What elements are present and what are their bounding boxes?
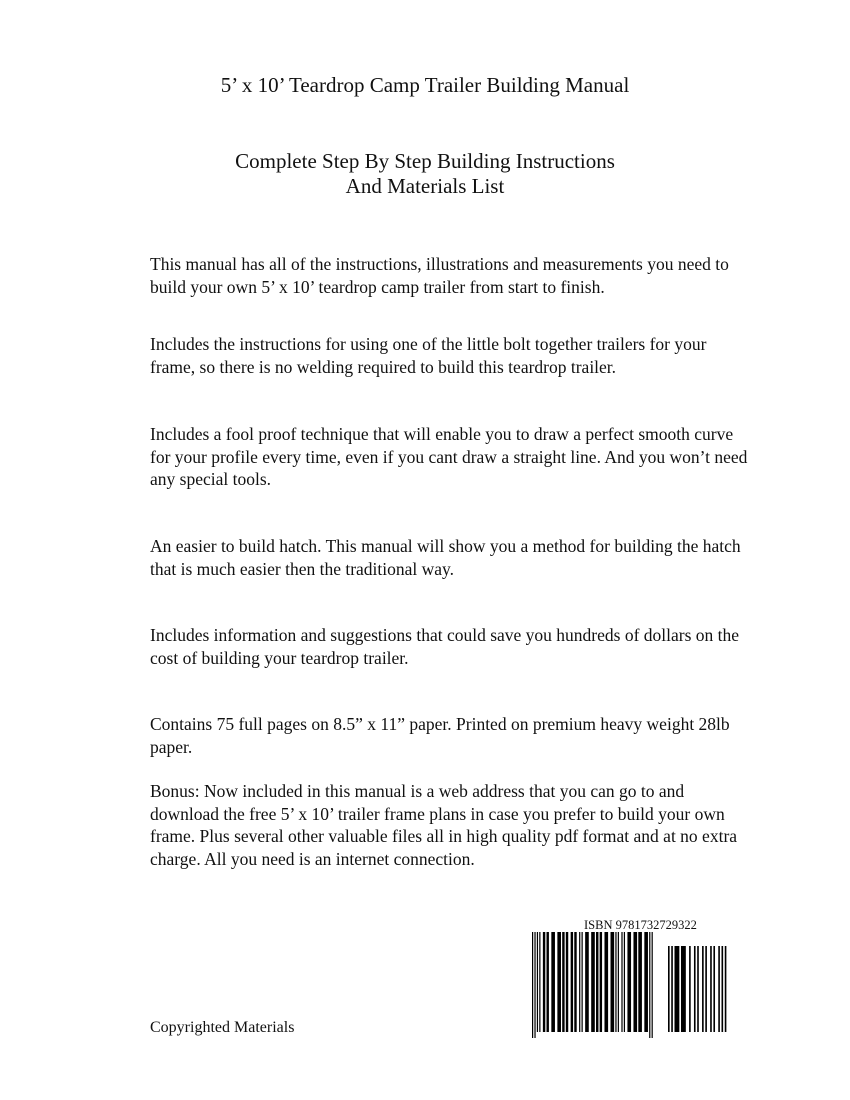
- barcode-bar: [579, 932, 580, 1032]
- barcode-bar: [624, 932, 625, 1032]
- paragraph-no-welding: Includes the instructions for using one of the little bolt together trailers for your frame, so there is no welding required to build this teardrop trailer.: [150, 334, 707, 377]
- barcode-bar: [718, 946, 720, 1032]
- paragraph-hatch: An easier to build hatch. This manual will show you a method for building the hatch that is much easier then the traditional way.: [150, 536, 741, 579]
- document-subtitle: [0, 149, 850, 199]
- barcode-bar: [532, 932, 533, 1038]
- paragraph-overview: This manual has all of the instructions, illustrations and measurements you need to build your own 5’ x 10’ teardrop camp trailer from start to finish.: [150, 254, 729, 297]
- barcode-bar: [585, 932, 589, 1032]
- barcode-bar: [674, 946, 679, 1032]
- barcode-bar: [537, 932, 538, 1032]
- barcode-bar: [702, 946, 704, 1032]
- barcode-bar: [582, 932, 583, 1032]
- barcode-bar: [725, 946, 727, 1032]
- barcode-bar: [571, 932, 573, 1032]
- addon-barcode-bars: [668, 946, 726, 1032]
- barcode-bar: [562, 932, 564, 1032]
- barcode-bar: [615, 932, 616, 1032]
- barcode-bar: [557, 932, 561, 1032]
- barcode-bar: [710, 946, 712, 1032]
- barcode-bar: [566, 932, 568, 1032]
- barcode-bar: [652, 932, 653, 1038]
- barcode-bar: [649, 932, 650, 1038]
- barcode-bar: [611, 932, 615, 1032]
- barcode-bar: [591, 932, 595, 1032]
- paragraph-curve-technique: Includes a fool proof technique that will enable you to draw a perfect smooth curve for your profile every time, even if you cant draw a straight line. And you won’t need any special tools.: [150, 424, 748, 489]
- isbn-label: ISBN 9781732729322: [584, 918, 697, 932]
- isbn-barcode: [530, 932, 730, 1040]
- barcode-bar: [543, 932, 545, 1032]
- barcode-bar: [681, 946, 686, 1032]
- barcode-bar: [618, 932, 619, 1032]
- document-title: 5’ x 10’ Teardrop Camp Trailer Building Manual: [220, 73, 630, 97]
- barcode-bar: [638, 932, 642, 1032]
- barcode-bar: [668, 946, 670, 1032]
- barcode-bar: [633, 932, 637, 1032]
- barcode-bar: [539, 932, 540, 1032]
- barcode-bar: [627, 932, 631, 1032]
- paragraph-savings: Includes information and suggestions that could save you hundreds of dollars on the cost of building your teardrop trailer.: [150, 625, 740, 668]
- barcode-bar: [600, 932, 602, 1032]
- barcode-bar: [671, 946, 673, 1032]
- paragraph-bonus: Bonus: Now included in this manual is a web address that you can go to and download the free 5’ x 10’ trailer frame plans in case you prefer to build your own frame. Plus several other valuable files all in high quality pdf format and at no extra charge. All you need is an internet connection.: [150, 781, 738, 869]
- barcode-bar: [705, 946, 707, 1032]
- subtitle-line-2: And Materials List: [345, 174, 505, 198]
- barcode-bar: [551, 932, 555, 1032]
- copyright-notice: Copyrighted Materials: [150, 1019, 295, 1036]
- barcode-bar: [697, 946, 699, 1032]
- barcode-bar: [713, 946, 715, 1032]
- barcode-bar: [574, 932, 576, 1032]
- barcode-bar: [621, 932, 622, 1032]
- barcode-bar: [534, 932, 535, 1038]
- barcode-bar: [722, 946, 724, 1032]
- barcode-bar: [547, 932, 549, 1032]
- barcode-bar: [596, 932, 598, 1032]
- main-barcode-bars: [532, 932, 653, 1038]
- subtitle-line-1: Complete Step By Step Building Instructions: [235, 149, 615, 173]
- barcode-bar: [689, 946, 691, 1032]
- paragraph-page-count: Contains 75 full pages on 8.5” x 11” paper. Printed on premium heavy weight 28lb paper.: [150, 714, 730, 757]
- barcode-bar: [604, 932, 608, 1032]
- barcode-bar: [644, 932, 648, 1032]
- barcode-bar: [694, 946, 696, 1032]
